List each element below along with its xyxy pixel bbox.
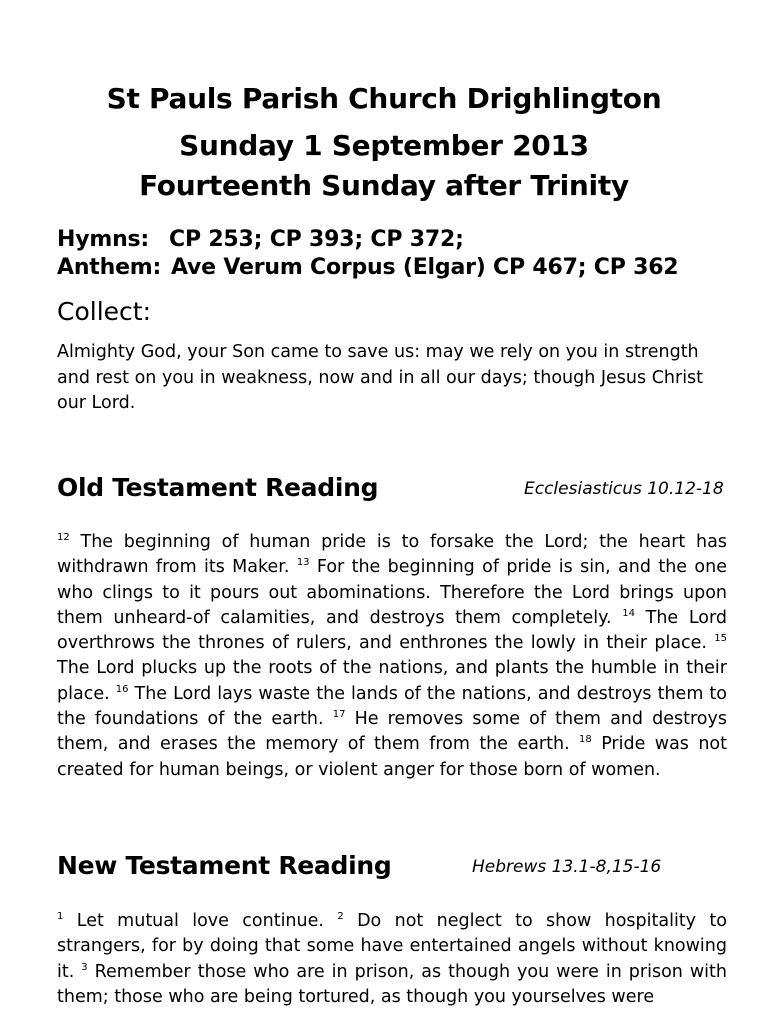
- verse-number: 2: [337, 911, 344, 922]
- new-testament-reference: Hebrews 13.1-8,15-16: [472, 857, 662, 877]
- verse-number: 1: [57, 911, 64, 922]
- verse-number: 14: [622, 607, 635, 619]
- verse-text: Remember those who are in prison, as though you were in prison with them; those who are being tortured, as though you yourselves were: [57, 961, 727, 1007]
- hymns-line: [57, 226, 464, 254]
- hymns-label: Hymns:: [57, 227, 150, 252]
- old-testament-text: [57, 530, 727, 783]
- verse-number: 15: [714, 633, 727, 645]
- verse-number: 3: [81, 961, 88, 973]
- verse-text: The Lord overthrows the thrones of rulers, and enthrones the lowly in their place.: [57, 607, 727, 654]
- verse-text: The beginning of human pride is to forsake the Lord; the heart has withdrawn from its Maker.: [57, 532, 727, 578]
- service-date-title: Sunday 1 September 2013: [179, 129, 589, 162]
- anthem-label: Anthem:: [57, 255, 162, 280]
- verse-number: 16: [115, 683, 129, 695]
- verse-text: The Lord lays waste the lands of the nations, and destroys them to the foundations of the earth.: [57, 683, 727, 730]
- new-testament-header: [57, 849, 717, 883]
- verse-text: The Lord plucks up the roots of the nations, and plants the humble in their place.: [57, 658, 727, 704]
- anthem-line: [57, 254, 678, 282]
- old-testament-header: [57, 471, 724, 505]
- old-testament-heading: Old Testament Reading: [57, 473, 379, 502]
- occasion-title: Fourteenth Sunday after Trinity: [139, 169, 629, 202]
- collect-heading: Collect:: [57, 297, 151, 326]
- verse-number: 18: [579, 734, 592, 746]
- verse-number: 12: [57, 532, 70, 543]
- verse-text: He removes some of them and destroys them, and erases the memory of them from the earth.: [57, 709, 727, 755]
- church-name-title: St Pauls Parish Church Drighlington: [106, 82, 662, 115]
- verse-number: 13: [296, 557, 310, 569]
- verse-text: For the beginning of pride is sin, and the one who clings to it pours out abominations. Therefore the Lord brings upon them unheard-of calamities, and destroys them completely.: [57, 557, 727, 628]
- collect-text: Almighty God, your Son came to save us: may we rely on you in strength and rest on you in weakness, now and in all our days; though Jesus Christ our Lord.: [57, 342, 704, 413]
- anthem-value: Ave Verum Corpus (Elgar) CP 467; CP 362: [171, 255, 679, 280]
- verse-text: Pride was not created for human beings, or violent anger for those born of women.: [57, 734, 727, 780]
- verse-text: Do not neglect to show hospitality to strangers, for by doing that some have entertained angels without knowing it.: [57, 911, 727, 982]
- new-testament-heading: New Testament Reading: [57, 851, 392, 880]
- new-testament-text: [57, 909, 727, 1010]
- verse-text: Let mutual love continue.: [76, 911, 324, 931]
- hymns-value: CP 253; CP 393; CP 372;: [169, 227, 464, 252]
- old-testament-reference: Ecclesiasticus 10.12-18: [524, 479, 724, 499]
- verse-number: 17: [332, 709, 346, 721]
